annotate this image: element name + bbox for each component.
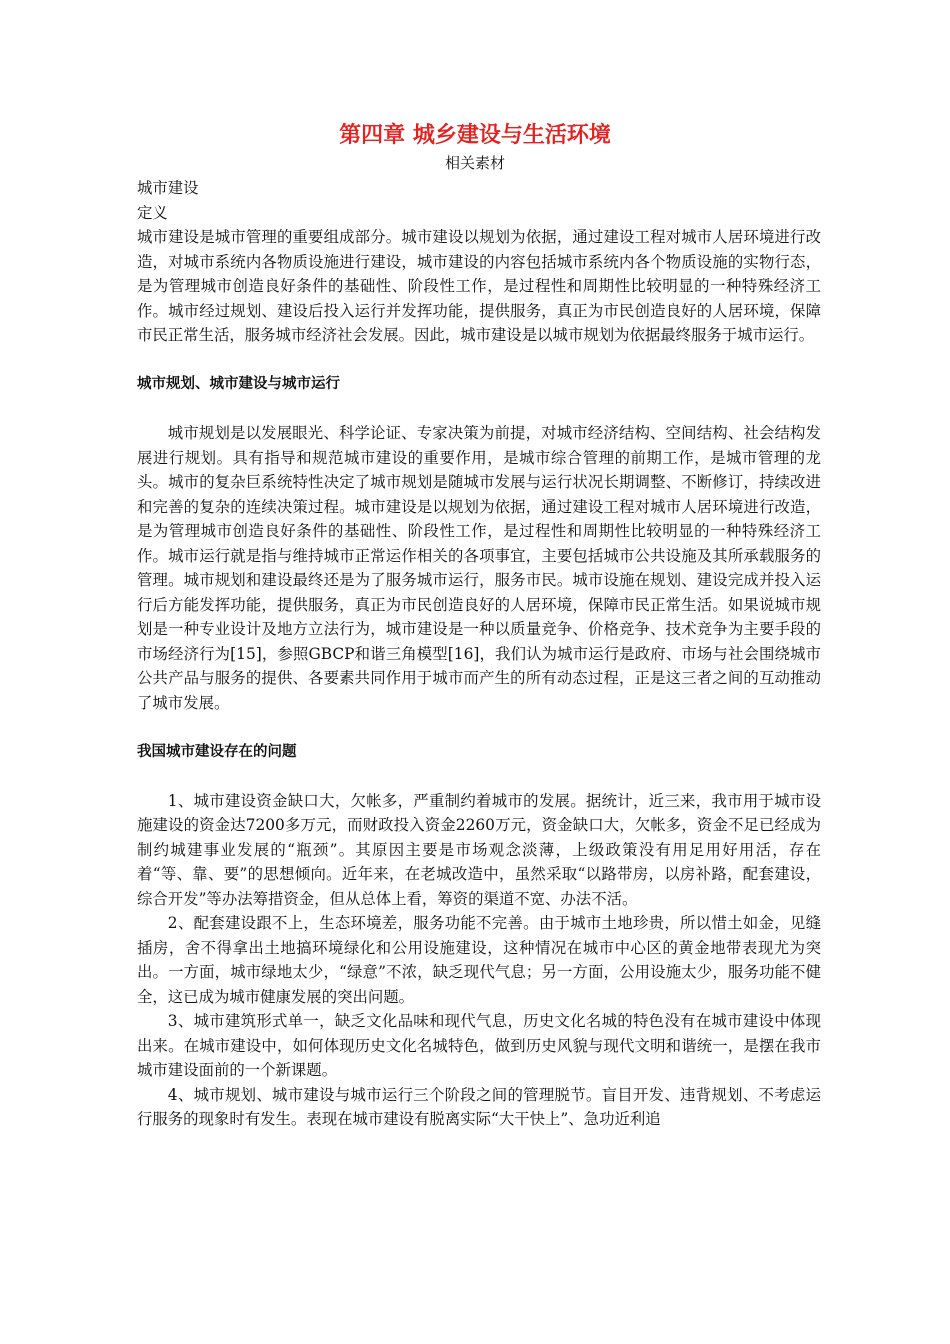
document-title: 第四章 城乡建设与生活环境 — [339, 123, 611, 148]
section-heading-planning-construction-operation: 城市规划、城市建设与城市运行 — [137, 376, 340, 392]
document-body — [137, 176, 821, 1132]
problem-paragraph-2: 2、配套建设跟不上，生态环境差，服务功能不完善。由于城市土地珍贵，所以惜土如金，见缝插房，舍不得拿出土地搞环境绿化和公用设施建设，这种情况在城市中心区的黄金地带表现尤为突出。一方面，城市绿地太少，“绿意”不浓，缺乏现代气息；另一方面，公用设施太少，服务功能不健全，这已成为城市健康发展的突出问题。 — [137, 914, 821, 1006]
problem-paragraph-1: 1、城市建设资金缺口大，欠帐多，严重制约着城市的发展。据统计，近三来，我市用于城市设施建设的资金达7200多万元，而财政投入资金2260万元，资金缺口大，欠帐多，资金不足已经成为制约城建事业发展的“瓶颈”。其原因主要是市场观念淡薄，上级政策没有用足用好用活，存在着“等、靠、要”的思想倾向。近年来，在老城改造中，虽然采取“以路带房，以房补路，配套建设，综合开发”等办法筹措资金，但从总体上看，筹资的渠道不宽、办法不活。 — [137, 791, 821, 908]
document-subtitle: 相关素材 — [444, 154, 505, 172]
section-subheading-definition: 定义 — [137, 203, 168, 222]
problem-paragraph-3: 3、城市建筑形式单一，缺乏文化品味和现代气息，历史文化名城的特色没有在城市建设中体现出来。在城市建设中，如何体现历史文化名城特色，做到历史风貌与现代文明和谐统一，是摆在我市城市建设面前的一个新课题。 — [137, 1012, 821, 1079]
planning-paragraph: 城市规划是以发展眼光、科学论证、专家决策为前提，对城市经济结构、空间结构、社会结构发展进行规划。具有指导和规范城市建设的重要作用，是城市综合管理的前期工作，是城市管理的龙头。城市的复杂巨系统特性决定了城市规划是随城市发展与运行状况长期调整、不断修订，持续改进和完善的复杂的连续决策过程。城市建设是以规划为依据，通过建设工程对城市人居环境进行改造，是为管理城市创造良好条件的基础性、阶段性工作，是过程性和周期性比较明显的一种特殊经济工作。城市运行就是指与维持城市正常运作相关的各项事宜，主要包括城市公共设施及其所承载服务的管理。城市规划和建设最终还是为了服务城市运行，服务市民。城市设施在规划、建设完成并投入运行后方能发挥功能，提供服务，真正为市民创造良好的人居环境，保障市民正常生活。如果说城市规划是一种专业设计及地方立法行为，城市建设是一种以质量竞争、价格竞争、技术竞争为主要手段的市场经济行为[15]，参照GBCP和谐三角模型[16]，我们认为城市运行是政府、市场与社会围绕城市公共产品与服务的提供、各要素共同作用于城市而产生的所有动态过程，正是这三者之间的互动推动了城市发展。 — [137, 424, 821, 712]
spacer — [137, 397, 821, 422]
spacer — [137, 715, 821, 740]
problem-paragraph-4: 4、城市规划、城市建设与城市运行三个阶段之间的管理脱节。盲目开发、违背规划、不考虑运行服务的现象时有发生。表现在城市建设有脱离实际“大干快上”、急功近利追 — [137, 1085, 821, 1128]
definition-paragraph: 城市建设是城市管理的重要组成部分。城市建设以规划为依据，通过建设工程对城市人居环境进行改造，对城市系统内各物质设施进行建设，城市建设的内容包括城市系统内各个物质设施的实物行态，是为管理城市创造良好条件的基础性、阶段性工作，是过程性和周期性比较明显的一种特殊经济工作。城市经过规划、建设后投入运行并发挥功能，提供服务，真正为市民创造良好的人居环境，保障市民正常生活，服务城市经济社会发展。因此，城市建设是以城市规划为依据最终服务于城市运行。 — [137, 228, 821, 344]
spacer — [137, 764, 821, 789]
section-heading-urban-construction: 城市建设 — [137, 179, 199, 197]
section-heading-problems: 我国城市建设存在的问题 — [137, 743, 297, 760]
spacer — [137, 348, 821, 373]
